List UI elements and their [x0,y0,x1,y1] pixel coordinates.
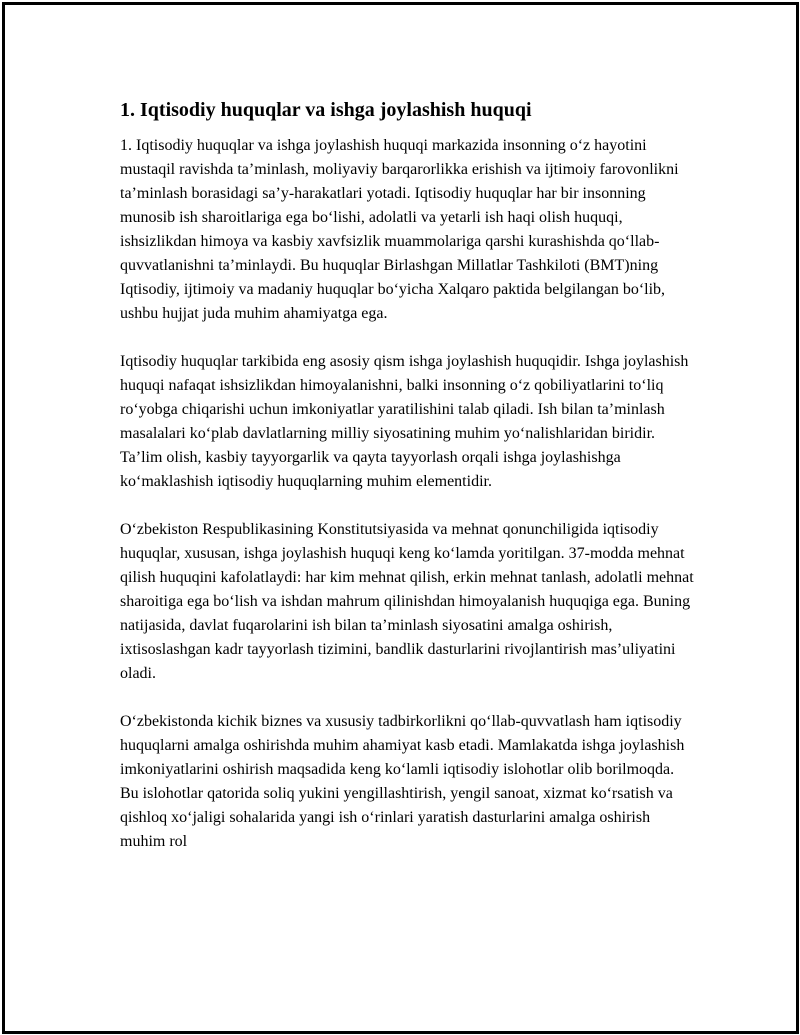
paragraph-2: Iqtisodiy huquqlar tarkibida eng asosiy qism ishga joylashish huquqidir. Ishga joylashish huquqi nafaqat ishsizlikdan himoyalanishni, balki insonning o‘z qobiliyatlarini to‘liq ro‘yobga chiqarishi uchun imkoniyatlar yaratilishini talab qiladi. Ish bilan ta’minlash masalalari ko‘plab davlatlarning milliy siyosatining muhim yo‘nalishlaridan biridir. Ta’lim olish, kasbiy tayyorgarlik va qayta tayyorlash orqali ishga joylashishga ko‘maklashish iqtisodiy huquqlarning muhim elementidir. [120,353,689,490]
paragraph-4: O‘zbekistonda kichik biznes va xususiy tadbirkorlikni qo‘llab-quvvatlash ham iqtisodiy huquqlarni amalga oshirishda muhim ahamiyat kasb etadi. Mamlakatda ishga joylashish imkoniyatlarini oshirish maqsadida keng ko‘lamli iqtisodiy islohotlar olib borilmoqda. Bu islohotlar qatorida soliq yukini yengillashtirish, yengil sanoat, xizmat ko‘rsatish va qishloq xo‘jaligi sohalarida yangi ish o‘rinlari yaratish dasturlarini amalga oshirish muhim rol [120,713,685,850]
page-frame [2,2,799,1034]
page-content [120,95,695,878]
paragraph-1: 1. Iqtisodiy huquqlar va ishga joylashish huquqi markazida insonning o‘z hayotini mustaqil ravishda ta’minlash, moliyaviy barqarorlikka erishish va ijtimoiy farovonlikni ta’minlash borasidagi sa’y-harakatlari yotadi. Iqtisodiy huquqlar har bir insonning munosib ish sharoitlariga ega bo‘lishi, adolatli va yetarli ish haqi olish huquqi, ishsizlikdan himoya va kasbiy xavfsizlik muammolariga qarshi kurashishda qo‘llab-quvvatlanishni ta’minlaydi. Bu huquqlar Birlashgan Millatlar Tashkiloti (BMT)ning Iqtisodiy, ijtimoiy va madaniy huquqlar bo‘yicha Xalqaro paktida belgilangan bo‘lib, ushbu hujjat juda muhim ahamiyatga ega. [120,137,679,322]
document-title: 1. Iqtisodiy huquqlar va ishga joylashish huquqi [120,99,532,121]
paragraph-3: O‘zbekiston Respublikasining Konstitutsiyasida va mehnat qonunchiligida iqtisodiy huquqlar, xususan, ishga joylashish huquqi keng ko‘lamda yoritilgan. 37-modda mehnat qilish huquqini kafolatlaydi: har kim mehnat qilish, erkin mehnat tanlash, adolatli mehnat sharoitiga ega bo‘lish va ishdan mahrum qilinishdan himoyalanish huquqiga ega. Buning natijasida, davlat fuqarolarini ish bilan ta’minlash siyosatini amalga oshirish, ixtisoslashgan kadr tayyorlash tizimini, bandlik dasturlarini rivojlantirish mas’uliyatini oladi. [120,521,694,682]
